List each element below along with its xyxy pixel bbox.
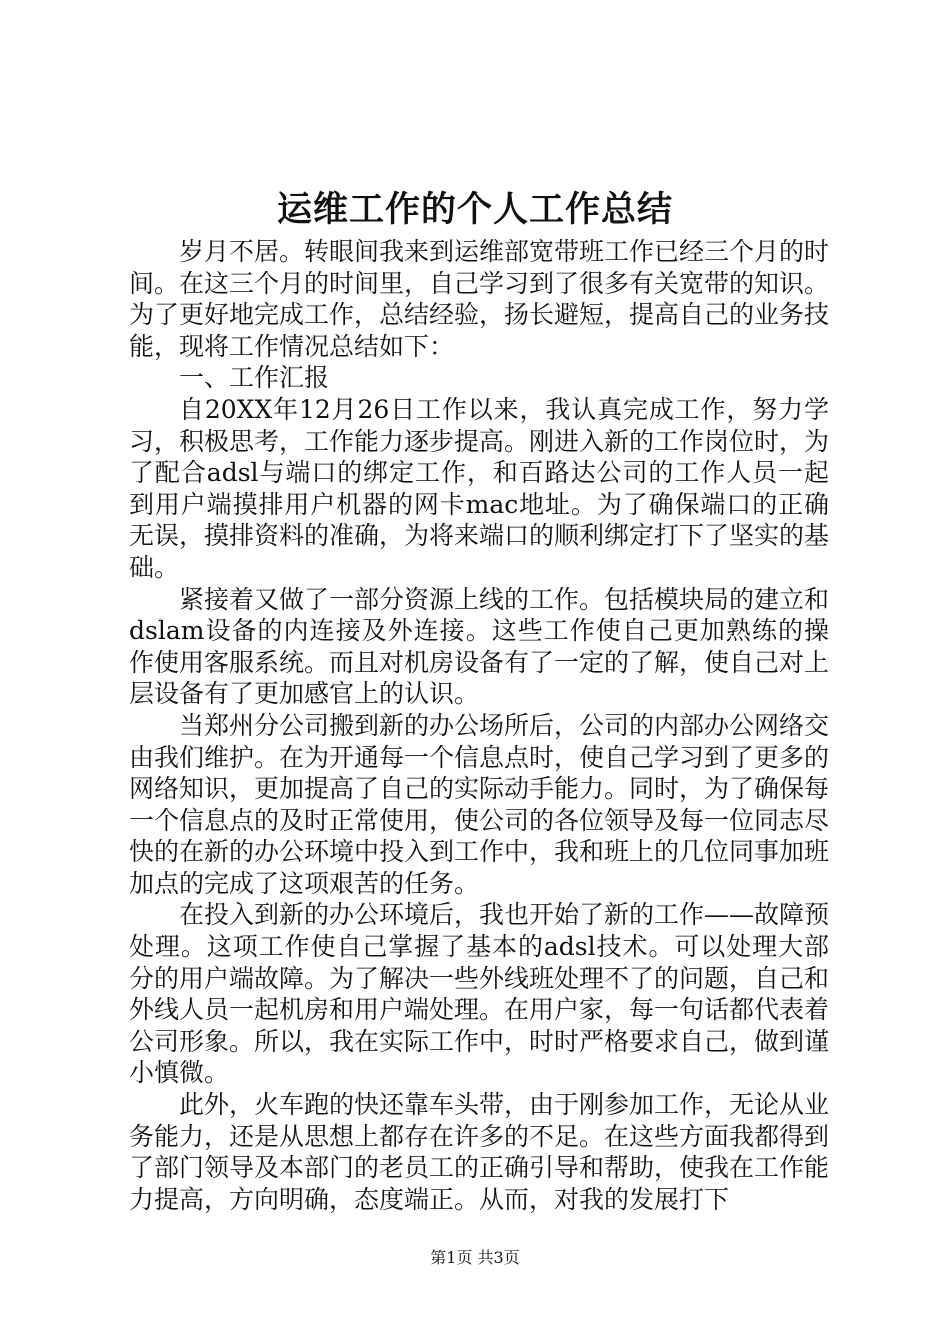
paragraph: 紧接着又做了一部分资源上线的工作。包括模块局的建立和dslam设备的内连接及外连接。这些工作使自己更加熟练的操作使用客服系统。而且对机房设备有了一定的了解，使自己对上层设备有了更加感官上的认识。	[129, 584, 830, 709]
paragraph: 此外，火车跑的快还靠车头带，由于刚参加工作，无论从业务能力，还是从思想上都存在许多的不足。在这些方面我都得到了部门领导及本部门的老员工的正确引导和帮助，使我在工作能力提高，方向明确，态度端正。从而，对我的发展打下	[129, 1090, 830, 1214]
paragraph-intro: 岁月不居。转眼间我来到运维部宽带班工作已经三个月的时间。在这三个月的时间里，自己学习到了很多有关宽带的知识。为了更好地完成工作，总结经验，扬长避短，提高自己的业务技能，现将工作情况总结如下：	[129, 237, 830, 361]
document-body	[129, 236, 829, 1215]
paragraph: 当郑州分公司搬到新的办公场所后，公司的内部办公网络交由我们维护。在为开通每一个信息点时，使自己学习到了更多的网络知识，更加提高了自己的实际动手能力。同时，为了确保每一个信息点的及时正常使用，使公司的各位领导及每一位同志尽快的在新的办公环境中投入到工作中，我和班上的几位同事加班加点的完成了这项艰苦的任务。	[129, 710, 830, 898]
page-number-footer: 第1页 共3页	[430, 1248, 520, 1267]
paragraph: 自20XX年12月26日工作以来，我认真完成工作，努力学习，积极思考，工作能力逐步提高。刚进入新的工作岗位时，为了配合adsl与端口的绑定工作，和百路达公司的工作人员一起到用户端摸排用户机器的网卡mac地址。为了确保端口的正确无误，摸排资料的准确，为将来端口的顺利绑定打下了坚实的基础。	[129, 394, 830, 582]
section-heading: 一、工作汇报	[179, 363, 330, 393]
paragraph: 在投入到新的办公环境后，我也开始了新的工作——故障预处理。这项工作使自己掌握了基本的adsl技术。可以处理大部分的用户端故障。为了解决一些外线班处理不了的问题，自己和外线人员一起机房和用户端处理。在用户家，每一句话都代表着公司形象。所以，我在实际工作中，时时严格要求自己，做到谨小慎微。	[129, 900, 830, 1088]
document-title: 运维工作的个人工作总结	[276, 189, 673, 230]
